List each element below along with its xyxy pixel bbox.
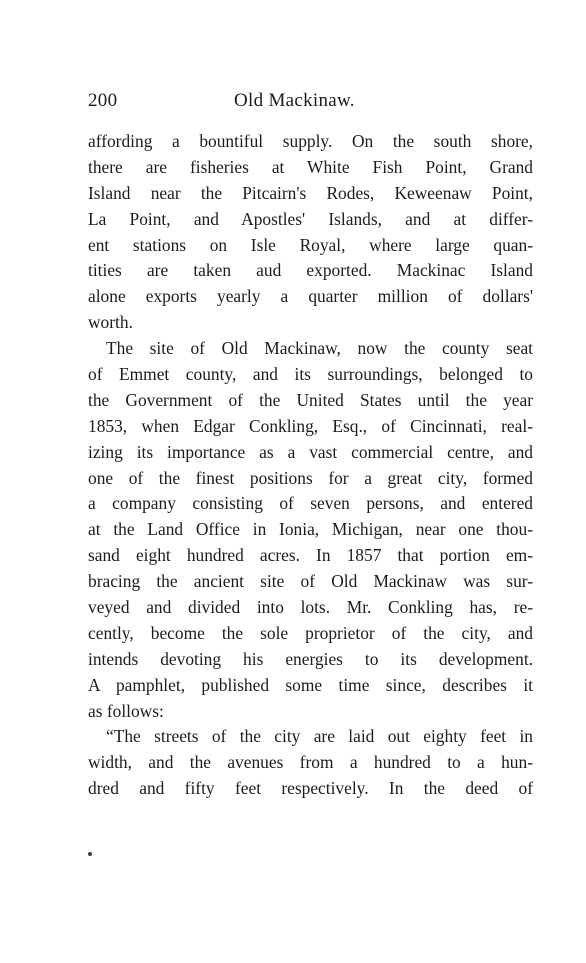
ink-speck (88, 852, 92, 856)
text-line: dred and fifty feet respectively. In the deed of (88, 778, 533, 799)
text-line: La Point, and Apostles' Islands, and at differ- (88, 208, 533, 229)
paragraph-3 (88, 724, 533, 802)
text-line: worth. (88, 312, 133, 333)
text-line: Island near the Pitcairn's Rodes, Keweenaw Point, (88, 182, 533, 203)
text-line: sand eight hundred acres. In 1857 that portion em- (88, 545, 533, 566)
body-text (88, 129, 533, 802)
text-line: “The streets of the city are laid out eighty feet in (106, 726, 533, 747)
text-line: at the Land Office in Ionia, Michigan, near one thou- (88, 519, 533, 540)
text-line: a company consisting of seven persons, and entered (88, 493, 533, 514)
text-line: bracing the ancient site of Old Mackinaw was sur- (88, 571, 533, 592)
paragraph-1 (88, 129, 533, 336)
text-line: there are fisheries at White Fish Point, Grand (88, 156, 533, 177)
running-title: Old Mackinaw. (234, 90, 355, 111)
text-line: width, and the avenues from a hundred to a hun- (88, 752, 533, 773)
text-line: 1853, when Edgar Conkling, Esq., of Cincinnati, real- (88, 415, 533, 436)
page-header (88, 90, 533, 116)
text-line: as follows: (88, 700, 164, 721)
text-line: intends devoting his energies to its development. (88, 648, 533, 669)
page-number: 200 (88, 90, 118, 111)
text-line: izing its importance as a vast commercial centre, and (88, 441, 533, 462)
text-line: veyed and divided into lots. Mr. Conkling has, re- (88, 597, 533, 618)
text-line: one of the finest positions for a great city, formed (88, 467, 533, 488)
text-line: alone exports yearly a quarter million of dollars' (88, 286, 533, 307)
text-line: the Government of the United States until the year (88, 389, 533, 410)
text-line: tities are taken aud exported. Mackinac Island (88, 260, 533, 281)
text-line: of Emmet county, and its surroundings, belonged to (88, 364, 533, 385)
text-line: cently, become the sole proprietor of the city, and (88, 622, 533, 643)
text-line: ent stations on Isle Royal, where large quan- (88, 234, 533, 255)
text-line: A pamphlet, published some time since, describes it (88, 674, 533, 695)
paragraph-2 (88, 336, 533, 724)
text-line: The site of Old Mackinaw, now the county seat (106, 338, 533, 359)
text-line: affording a bountiful supply. On the south shore, (88, 131, 533, 151)
